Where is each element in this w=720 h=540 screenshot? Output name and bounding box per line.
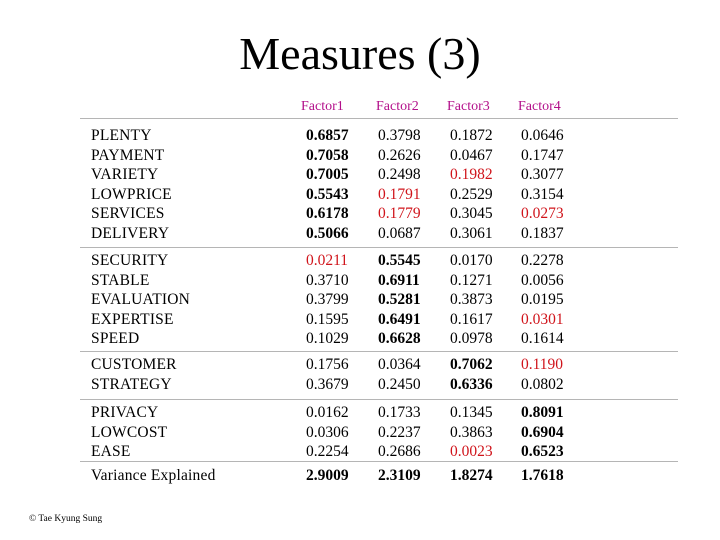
loading-value: 0.2498	[378, 166, 421, 183]
row-label: STABLE	[91, 271, 150, 289]
factor3-column	[450, 355, 493, 394]
loading-value: 0.5545	[378, 252, 421, 269]
loading-value: 0.6857	[306, 127, 349, 144]
loading-value: 0.3873	[450, 291, 493, 308]
loading-value: 0.6336	[450, 375, 493, 393]
loading-value: 0.0301	[521, 310, 564, 328]
factor2-column	[378, 126, 421, 243]
loading-value: 0.3799	[306, 291, 349, 308]
loading-value: 0.5543	[306, 185, 349, 203]
factor3-column	[450, 126, 493, 243]
copyright-footer: © Tae Kyung Sung	[29, 514, 103, 524]
loading-value: 0.0646	[521, 127, 564, 144]
factor1-column	[306, 355, 349, 394]
factor2-column	[378, 251, 421, 349]
table-separator	[80, 118, 678, 119]
factor1-column	[306, 251, 349, 349]
variance-factor3: 1.8274	[450, 467, 493, 484]
loading-value: 0.3679	[306, 375, 349, 393]
loading-value: 0.2626	[378, 146, 421, 164]
table-separator	[80, 399, 678, 400]
header-factor3: Factor3	[447, 99, 490, 114]
loading-value: 0.1982	[450, 166, 493, 183]
loading-value: 0.6911	[378, 271, 420, 289]
factor4-column	[521, 355, 564, 394]
loading-value: 0.3045	[450, 205, 493, 222]
header-factor4: Factor4	[518, 99, 561, 114]
table-separator	[80, 247, 678, 248]
loading-value: 0.6904	[521, 423, 564, 441]
row-labels	[91, 355, 177, 394]
loading-value: 0.0273	[521, 205, 564, 222]
loading-value: 0.0170	[450, 252, 493, 269]
loading-value: 0.6628	[378, 330, 421, 347]
factor1-column	[306, 126, 349, 243]
loading-value: 0.2686	[378, 443, 421, 460]
slide-title: Measures (3)	[239, 28, 481, 79]
loading-value: 0.3863	[450, 423, 493, 441]
variance-label: Variance Explained	[91, 467, 216, 484]
row-label: CUSTOMER	[91, 356, 177, 373]
variance-factor2: 2.3109	[378, 467, 421, 484]
loading-value: 0.1345	[450, 404, 493, 421]
row-label: SPEED	[91, 330, 140, 347]
row-label: PRIVACY	[91, 404, 159, 421]
loading-value: 0.0195	[521, 291, 564, 308]
factor3-column	[450, 251, 493, 349]
factor1-column	[306, 403, 349, 462]
loading-value: 0.7058	[306, 146, 349, 164]
loading-value: 0.5066	[306, 224, 349, 242]
loading-value: 0.3061	[450, 224, 493, 242]
table-separator	[80, 351, 678, 352]
row-label: SERVICES	[91, 205, 165, 222]
loading-value: 0.2254	[306, 443, 349, 460]
loading-value: 0.1872	[450, 127, 493, 144]
loading-value: 0.3154	[521, 185, 564, 203]
loading-value: 0.1595	[306, 310, 349, 328]
loading-value: 0.1271	[450, 271, 493, 289]
loading-value: 0.1791	[378, 185, 421, 203]
loading-value: 0.3710	[306, 271, 349, 289]
row-labels	[91, 251, 190, 349]
loading-value: 0.1779	[378, 205, 421, 222]
loading-value: 0.2529	[450, 185, 493, 203]
loading-value: 0.1029	[306, 330, 349, 347]
loading-value: 0.2237	[378, 423, 421, 441]
loading-value: 0.6523	[521, 443, 564, 460]
loading-value: 0.7062	[450, 356, 493, 373]
loading-value: 0.7005	[306, 166, 349, 183]
row-label: PAYMENT	[91, 146, 165, 164]
loading-value: 0.0162	[306, 404, 349, 421]
loading-value: 0.0978	[450, 330, 493, 347]
loading-value: 0.8091	[521, 404, 564, 421]
header-factor2: Factor2	[376, 99, 419, 114]
loading-value: 0.0467	[450, 146, 493, 164]
loading-value: 0.1614	[521, 330, 564, 347]
factor4-column	[521, 126, 564, 243]
variance-factor4: 1.7618	[521, 467, 564, 484]
loading-value: 0.0802	[521, 375, 564, 393]
loading-value: 0.1837	[521, 224, 564, 242]
loading-value: 0.6178	[306, 205, 349, 222]
loading-value: 0.0306	[306, 423, 349, 441]
row-label: PLENTY	[91, 127, 152, 144]
loading-value: 0.0687	[378, 224, 421, 242]
loading-value: 0.1190	[521, 356, 564, 373]
row-label: STRATEGY	[91, 375, 172, 393]
loading-value: 0.6491	[378, 310, 421, 328]
loading-value: 0.0211	[306, 252, 349, 269]
loading-value: 0.1756	[306, 356, 349, 373]
row-label: VARIETY	[91, 166, 159, 183]
factor4-column	[521, 403, 564, 462]
factor2-column	[378, 403, 421, 462]
row-labels	[91, 403, 167, 462]
row-label: DELIVERY	[91, 224, 170, 242]
loading-value: 0.2278	[521, 252, 564, 269]
row-label: SECURITY	[91, 252, 169, 269]
loading-value: 0.2450	[378, 375, 421, 393]
loading-value: 0.0364	[378, 356, 421, 373]
variance-factor1: 2.9009	[306, 467, 349, 484]
loading-value: 0.1747	[521, 146, 564, 164]
row-label: LOWPRICE	[91, 185, 172, 203]
row-label: EASE	[91, 443, 131, 460]
row-label: EVALUATION	[91, 291, 191, 308]
loading-value: 0.3798	[378, 127, 421, 144]
loading-value: 0.1733	[378, 404, 421, 421]
loading-value: 0.5281	[378, 291, 421, 308]
factor4-column	[521, 251, 564, 349]
loading-value: 0.3077	[521, 166, 564, 183]
factor2-column	[378, 355, 421, 394]
factor3-column	[450, 403, 493, 462]
header-factor1: Factor1	[301, 99, 344, 114]
row-labels	[91, 126, 172, 243]
loading-value: 0.1617	[450, 310, 493, 328]
table-separator	[80, 461, 678, 462]
loading-value: 0.0023	[450, 443, 493, 460]
row-label: LOWCOST	[91, 423, 168, 441]
row-label: EXPERTISE	[91, 310, 174, 328]
loading-value: 0.0056	[521, 271, 564, 289]
